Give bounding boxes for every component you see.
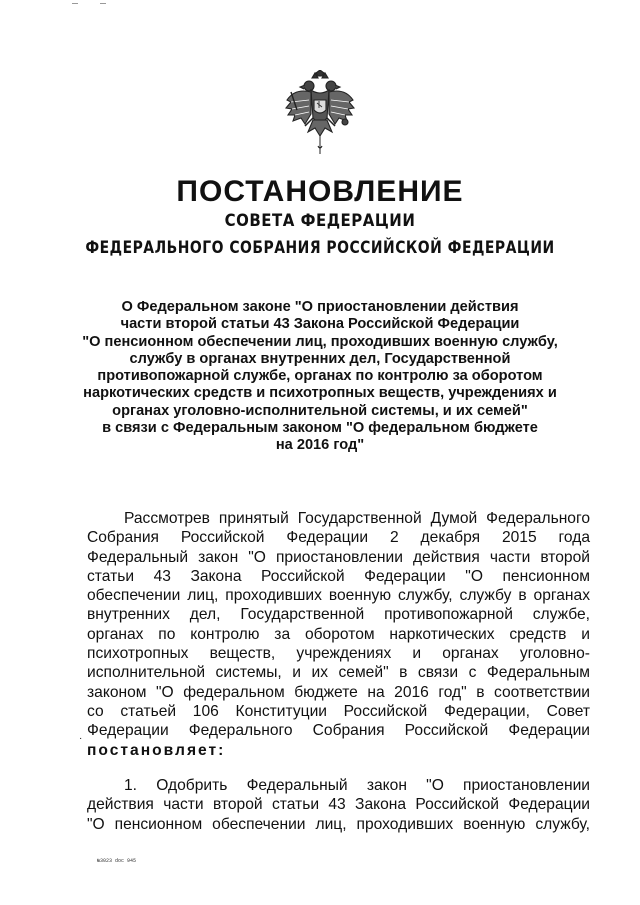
body-line: законом "О федеральном бюджете на 2016 год" в соответствии	[87, 683, 590, 701]
russian-coat-of-arms-icon	[283, 70, 357, 156]
body-line: статьи 43 Закона Российской Федерации "О пенсионном	[87, 567, 590, 585]
body-line: со статьей 106 Конституции Российской Федерации, Совет	[87, 702, 590, 720]
body-line: Рассмотрев принятый Государственной Думой Федерального	[124, 510, 590, 527]
body-line: исполнительной системы, и их семей" в связи с Федеральным	[87, 664, 590, 682]
document-title: ПОСТАНОВЛЕНИЕ	[176, 175, 464, 208]
document-subtitle-line1: СОВЕТА ФЕДЕРАЦИИ	[224, 211, 416, 231]
body-line: Собрания Российской Федерации 2 декабря 2015 года	[87, 529, 590, 547]
heading-line: в связи с Федеральным законом "О федеральном бюджете	[102, 420, 538, 437]
item-line: 1. Одобрить Федеральный закон "О приостановлении	[124, 777, 590, 794]
item-line: действия части второй статьи 43 Закона Российской Федерации	[87, 796, 590, 814]
margin-mark: ·	[79, 733, 83, 744]
scan-mark	[72, 2, 108, 6]
body-line: психотропных веществ, учреждениях и органах уголовно-	[87, 645, 590, 663]
resolves-word: постановляет:	[87, 741, 226, 759]
heading-line: "О пенсионном обеспечении лиц, проходивших военную службу,	[82, 333, 558, 350]
heading-line: органах уголовно-исполнительной системы, и их семей"	[112, 402, 528, 419]
body-line: внутренних дел, Государственной противопожарной службе,	[87, 606, 590, 624]
heading-line: противопожарной службе, органах по контролю за оборотом	[97, 368, 543, 385]
item-1-paragraph	[87, 776, 590, 834]
body-line: Федеральный закон "О приостановлении действия части второй	[87, 548, 590, 566]
body-line: обеспечении лиц, проходивших военную службу, службу в органах	[87, 587, 590, 605]
preamble-paragraph	[87, 509, 590, 760]
body-line: органах по контролю за оборотом наркотических средств и	[87, 625, 590, 643]
body-line: Федерации Федерального Собрания Российской Федерации	[87, 722, 590, 740]
document-subtitle-line2: ФЕДЕРАЛЬНОГО СОБРАНИЯ РОССИЙСКОЙ ФЕДЕРАЦИИ	[85, 238, 555, 258]
heading-line: службу в органах внутренних дел, Государственной	[129, 350, 511, 367]
heading-line: О Федеральном законе "О приостановлении действия	[121, 299, 519, 315]
document-reference: №3023 doc 945	[97, 858, 137, 864]
heading-line: на 2016 год"	[275, 437, 365, 454]
resolution-heading	[60, 299, 580, 455]
heading-line: наркотических средств и психотропных веществ, учреждениях и	[83, 385, 557, 402]
heading-line: части второй статьи 43 Закона Российской Федерации	[120, 316, 520, 333]
item-line: "О пенсионном обеспечении лиц, проходивших военную службу,	[87, 815, 590, 833]
